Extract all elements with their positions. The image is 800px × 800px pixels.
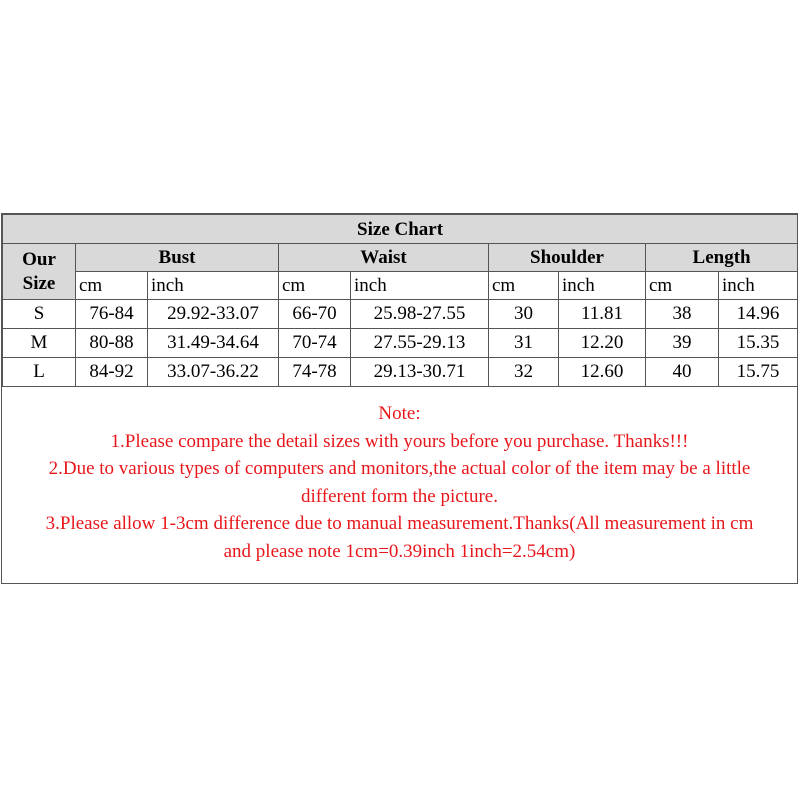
size-cell: M	[3, 329, 76, 358]
shoulder-inch-cell: 12.20	[559, 329, 646, 358]
unit-inch: inch	[559, 272, 646, 300]
size-cell: S	[3, 300, 76, 329]
shoulder-cm-cell: 31	[489, 329, 559, 358]
length-cm-cell: 38	[646, 300, 719, 329]
waist-inch-cell: 27.55-29.13	[351, 329, 489, 358]
waist-inch-cell: 29.13-30.71	[351, 358, 489, 387]
bust-inch-cell: 33.07-36.22	[148, 358, 279, 387]
bust-cm-cell: 76-84	[76, 300, 148, 329]
unit-inch: inch	[719, 272, 798, 300]
unit-header-row	[3, 272, 798, 300]
waist-cm-cell: 70-74	[279, 329, 351, 358]
unit-inch: inch	[351, 272, 489, 300]
table-title-row	[3, 215, 798, 244]
size-chart-table	[2, 214, 798, 387]
our-size-line2: Size	[22, 272, 56, 294]
unit-inch: inch	[148, 272, 279, 300]
note-line-5: and please note 1cm=0.39inch 1inch=2.54cm)	[223, 540, 576, 562]
unit-cm: cm	[76, 272, 148, 300]
note-line-3: different form the picture.	[301, 485, 498, 507]
shoulder-inch-cell: 11.81	[559, 300, 646, 329]
our-size-header	[3, 244, 76, 300]
bust-inch-cell: 31.49-34.64	[148, 329, 279, 358]
group-header-row	[3, 244, 798, 272]
size-cell: L	[3, 358, 76, 387]
unit-cm: cm	[489, 272, 559, 300]
unit-cm: cm	[646, 272, 719, 300]
length-inch-cell: 14.96	[719, 300, 798, 329]
our-size-line1: Our	[22, 248, 56, 270]
note-heading: Note:	[378, 403, 421, 424]
table-title: Size Chart	[3, 215, 798, 244]
note-line-2: 2.Due to various types of computers and monitors,the actual color of the item may be a little	[48, 458, 751, 479]
length-cm-cell: 39	[646, 329, 719, 358]
header-waist: Waist	[279, 244, 489, 272]
header-shoulder: Shoulder	[489, 244, 646, 272]
length-cm-cell: 40	[646, 358, 719, 387]
note-section	[2, 400, 797, 565]
note-line-4: 3.Please allow 1-3cm difference due to manual measurement.Thanks(All measurement in cm	[45, 513, 754, 534]
unit-cm: cm	[279, 272, 351, 300]
bust-inch-cell: 29.92-33.07	[148, 300, 279, 329]
header-bust: Bust	[76, 244, 279, 272]
size-chart-panel	[1, 213, 798, 584]
length-inch-cell: 15.75	[719, 358, 798, 387]
table-row	[3, 329, 798, 358]
table-row	[3, 300, 798, 329]
shoulder-inch-cell: 12.60	[559, 358, 646, 387]
length-inch-cell: 15.35	[719, 329, 798, 358]
shoulder-cm-cell: 30	[489, 300, 559, 329]
header-length: Length	[646, 244, 798, 272]
table-row	[3, 358, 798, 387]
shoulder-cm-cell: 32	[489, 358, 559, 387]
note-line-1: 1.Please compare the detail sizes with yours before you purchase. Thanks!!!	[110, 430, 689, 452]
waist-cm-cell: 66-70	[279, 300, 351, 329]
waist-inch-cell: 25.98-27.55	[351, 300, 489, 329]
bust-cm-cell: 80-88	[76, 329, 148, 358]
bust-cm-cell: 84-92	[76, 358, 148, 387]
waist-cm-cell: 74-78	[279, 358, 351, 387]
